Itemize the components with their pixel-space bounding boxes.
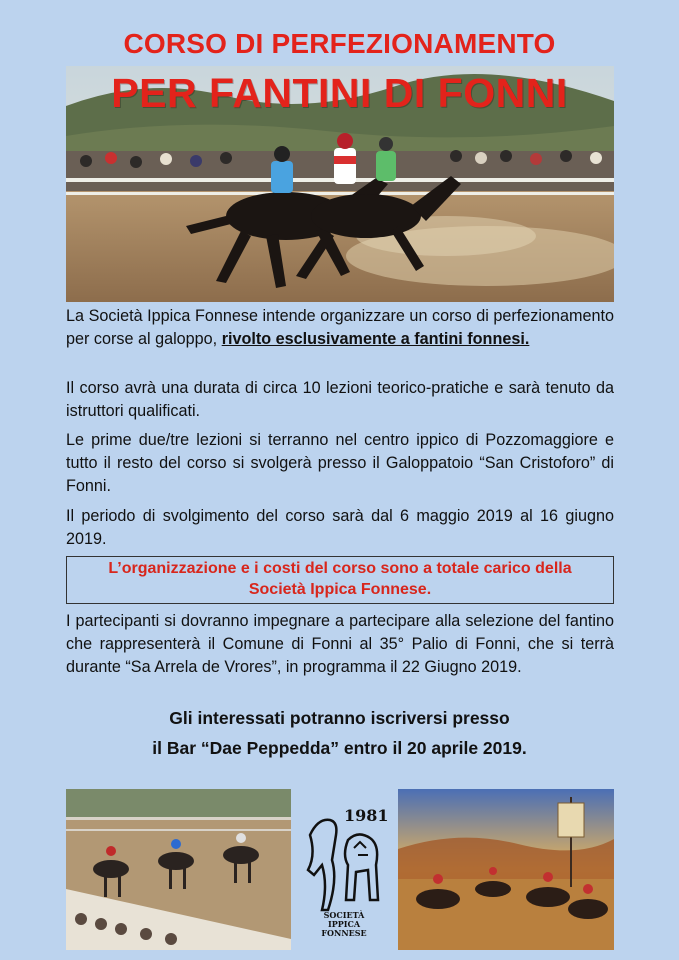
intro-paragraph (66, 305, 614, 351)
logo-year: 1981 (344, 806, 389, 825)
procession-painting-illustration (398, 789, 614, 950)
title-line-2: PER FANTINI DI FONNI (111, 70, 568, 116)
race-photo-illustration (66, 789, 291, 950)
cost-notice-line-2: Società Ippica Fonnese. (248, 581, 432, 598)
svg-text:FONNESE: FONNESE (321, 928, 367, 938)
intro-text: La Società Ippica Fonnese intende organizzare un corso di perfezionamento per corse al galoppo, (66, 307, 614, 348)
cost-notice-box (66, 556, 614, 604)
location-paragraph: Le prime due/tre lezioni si terranno nel centro ippico di Pozzomaggiore e tutto il resto del corso si svolgerà presso il Galoppatoio “San Cristoforo” di Fonni. (66, 431, 614, 495)
cta-line-1: Gli interessati potranno iscriversi presso (169, 708, 510, 728)
bottom-left-race-photo (66, 789, 291, 950)
period-paragraph: Il periodo di svolgimento del corso sarà dal 6 maggio 2019 al 16 giugno 2019. (66, 507, 614, 548)
cost-notice-line-1: L’organizzazione e i costi del corso sono a totale carico della (108, 560, 572, 577)
title-line-1: CORSO DI PERFEZIONAMENTO (123, 28, 556, 59)
duration-paragraph: Il corso avrà una durata di circa 10 lezioni teorico-pratiche e sarà tenuto da istruttori qualificati. (66, 379, 614, 420)
svg-text:IPPICA: IPPICA (327, 919, 361, 929)
svg-text:SOCIETÀ: SOCIETÀ (323, 910, 365, 920)
intro-emphasis: rivolto esclusivamente a fantini fonnesi. (221, 330, 530, 348)
cta-line-2: il Bar “Dae Peppedda” entro il 20 aprile 2019. (152, 738, 527, 758)
bottom-right-painting (398, 789, 614, 950)
participants-paragraph: I partecipanti si dovranno impegnare a partecipare alla selezione del fantino che rappresenterà il Comune di Fonni al 35° Palio di Fonni, che si terrà durante “Sa Arrela de Vrores”, in programma il 22 Giugno 2019. (66, 612, 614, 676)
